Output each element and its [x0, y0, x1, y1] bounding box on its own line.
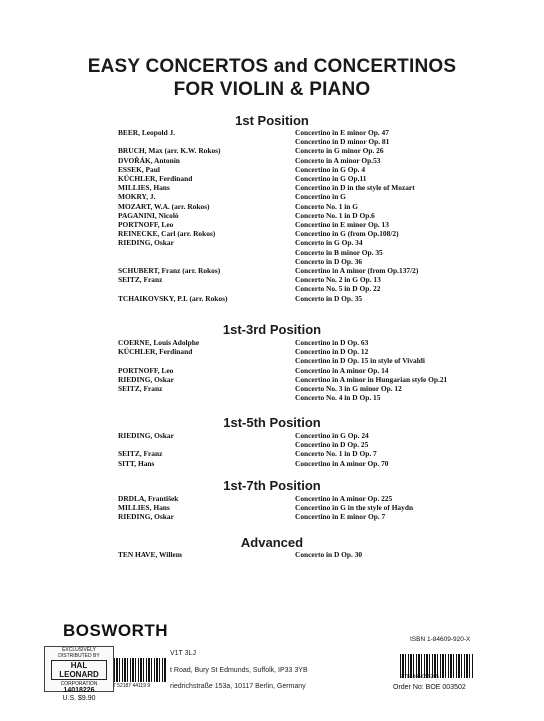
- list-item: [0, 192, 544, 201]
- sticker-line3: CORPORATION: [60, 681, 98, 687]
- work-title: Concerto in D Op. 30: [295, 550, 363, 559]
- work-title: Concertino in G Op. 4: [295, 164, 366, 174]
- work-title: Concerto in G minor Op. 26: [295, 146, 384, 156]
- work-title: Concertino in A minor Op. 225: [295, 494, 393, 503]
- work-title: Concerto in A minor Op.53: [295, 155, 381, 165]
- section-heading: Advanced: [240, 535, 304, 550]
- work-title: Concerto No. 5 in D Op. 22: [295, 284, 381, 294]
- list-item: [0, 459, 544, 468]
- list-item: [0, 202, 544, 211]
- page-subtitle: FOR VIOLIN & PIANO: [173, 79, 371, 100]
- sticker-line2: DISTRIBUTED BY: [58, 653, 100, 659]
- composer-name: RIEDING, Oskar: [118, 374, 174, 384]
- list-item: [0, 146, 544, 155]
- work-title: Concertino in A minor (from Op.137/2): [295, 266, 419, 275]
- list-item: [0, 449, 544, 458]
- composer-name: PAGANINI, Nicolò: [118, 210, 179, 220]
- work-title: Concertino in E minor Op. 47: [295, 128, 389, 137]
- work-title: Concertino in G: [295, 192, 346, 202]
- work-title: Concertino in D in the style of Mozart: [295, 183, 415, 193]
- sticker-price: U.S. $9.90: [62, 695, 96, 702]
- list-item: [0, 503, 544, 512]
- composer-name: REINECKE, Carl (arr. Rokos): [118, 229, 216, 239]
- composer-name: MILLIES, Hans: [118, 183, 170, 193]
- composer-name: KÜCHLER, Ferdinand: [118, 347, 193, 357]
- composer-name: DRDLA, František: [118, 494, 179, 503]
- work-title: Concertino in D Op. 12: [295, 347, 369, 357]
- list-item: [0, 550, 544, 559]
- work-title: Concertino in D Op. 25: [295, 440, 369, 450]
- list-item: [0, 220, 544, 229]
- work-title: Concerto in B minor Op. 35: [295, 247, 383, 257]
- section-heading: 1st-7th Position: [223, 478, 321, 493]
- section-heading: 1st-5th Position: [223, 415, 321, 430]
- work-title: Concertino in D Op. 63: [295, 338, 369, 347]
- list-item: [0, 128, 544, 137]
- work-title: Concertino in D Op. 15 in style of Vivaldi: [295, 356, 425, 366]
- section-heading: 1st Position: [235, 113, 309, 128]
- isbn-text: ISBN 1-84609-920-X: [410, 636, 471, 643]
- list-item: [0, 257, 544, 266]
- composer-name: MOKRY, J.: [118, 192, 156, 202]
- work-title: Concertino in A minor in Hungarian style Op.21: [295, 374, 448, 384]
- composer-name: SCHUBERT, Franz (arr. Rokos): [118, 266, 221, 275]
- address-line1: t Road, Bury St Edmunds, Suffolk, IP33 3YB: [170, 667, 308, 674]
- list-item: [0, 338, 544, 347]
- list-item: [0, 266, 544, 275]
- composer-name: ESSEK, Paul: [118, 164, 160, 174]
- composer-name: PORTNOFF, Leo: [118, 365, 174, 375]
- work-title: Concerto No. 4 in D Op. 15: [295, 393, 381, 403]
- list-item: [0, 375, 544, 384]
- composer-name: MILLIES, Hans: [118, 503, 170, 513]
- work-title: Concertino in A minor Op. 14: [295, 365, 389, 375]
- list-item: [0, 366, 544, 375]
- section-heading: 1st-3rd Position: [222, 322, 322, 337]
- isbn-barcode-number: 9 781846 099205: [400, 674, 439, 680]
- composer-name: RIEDING, Oskar: [118, 238, 174, 248]
- work-title: Concerto No. 1 in D Op. 7: [295, 449, 377, 459]
- work-title: Concerto No. 1 in D Op.6: [295, 210, 375, 220]
- work-title: Concerto No. 1 in G: [295, 201, 359, 211]
- composer-name: COERNE, Louis Adolphe: [118, 338, 200, 347]
- composer-name: BEER, Leopold J.: [118, 128, 176, 137]
- list-item: [0, 211, 544, 220]
- list-item: [0, 275, 544, 284]
- list-item: [0, 229, 544, 238]
- list-item: [0, 238, 544, 247]
- list-item: [0, 494, 544, 503]
- publisher-logo: BOSWORTH: [63, 621, 169, 640]
- address-line2: riedrichstraße 153a, 10117 Berlin, Germany: [170, 683, 306, 690]
- work-title: Concertino in G (from Op.108/2): [295, 229, 399, 239]
- list-item: [0, 356, 544, 365]
- work-title: Concertino in A minor Op. 70: [295, 458, 389, 468]
- postcode-text: V1T 3LJ: [170, 650, 196, 657]
- work-title: Concerto in G Op. 34: [295, 238, 363, 248]
- list-item: [0, 393, 544, 402]
- composer-name: BRUCH, Max (arr. K.W. Rokos): [118, 146, 221, 156]
- list-item: [0, 431, 544, 440]
- composer-name: RIEDING, Oskar: [118, 512, 174, 522]
- list-item: [0, 248, 544, 257]
- composer-name: KÜCHLER, Ferdinand: [118, 174, 193, 183]
- sticker-number: 14018226: [63, 687, 95, 694]
- work-title: Concertino in E minor Op. 13: [295, 220, 389, 229]
- list-item: [0, 440, 544, 449]
- list-item: [0, 156, 544, 165]
- work-title: Concertino in G Op. 24: [295, 431, 369, 440]
- composer-name: TEN HAVE, Willem: [118, 550, 182, 559]
- sticker-line1: EXCLUSIVELY: [62, 647, 96, 653]
- order-number: Order No: BOE 003502: [393, 684, 466, 691]
- composer-name: SITT, Hans: [118, 458, 155, 468]
- list-item: [0, 165, 544, 174]
- work-title: Concerto in D Op. 36: [295, 256, 363, 266]
- work-title: Concerto No. 2 in G Op. 13: [295, 275, 381, 285]
- list-item: [0, 137, 544, 146]
- list-item: [0, 294, 544, 303]
- page-title: EASY CONCERTOS and CONCERTINOS: [87, 56, 457, 77]
- composer-name: MOZART, W.A. (arr. Rokos): [118, 201, 210, 211]
- composer-name: RIEDING, Oskar: [118, 431, 174, 440]
- list-item: [0, 512, 544, 521]
- list-item: [0, 174, 544, 183]
- work-title: Concerto No. 3 in G minor Op. 12: [295, 384, 402, 393]
- work-title: Concertino in G in the style of Haydn: [295, 503, 414, 513]
- list-item: [0, 284, 544, 293]
- distributor-sticker: [44, 646, 114, 702]
- upc-barcode: [114, 658, 166, 682]
- list-item: [0, 347, 544, 356]
- composer-name: SEITZ, Franz: [118, 449, 163, 459]
- composer-name: TCHAIKOVSKY, P.I. (arr. Rokos): [118, 293, 228, 303]
- composer-name: DVOŘÁK, Antonín: [118, 155, 180, 165]
- upc-barcode-number: 7 52187 44119 9: [113, 683, 151, 689]
- composer-name: PORTNOFF, Leo: [118, 220, 174, 229]
- work-title: Concertino in G Op.11: [295, 174, 367, 183]
- composer-name: SEITZ, Franz: [118, 384, 163, 393]
- work-title: Concerto in D Op. 35: [295, 293, 363, 303]
- work-title: Concertino in E minor Op. 7: [295, 512, 386, 522]
- list-item: [0, 183, 544, 192]
- composer-name: SEITZ, Franz: [118, 275, 163, 285]
- sticker-brand: HAL LEONARD: [51, 660, 107, 680]
- list-item: [0, 384, 544, 393]
- work-title: Concertino in D minor Op. 81: [295, 137, 390, 147]
